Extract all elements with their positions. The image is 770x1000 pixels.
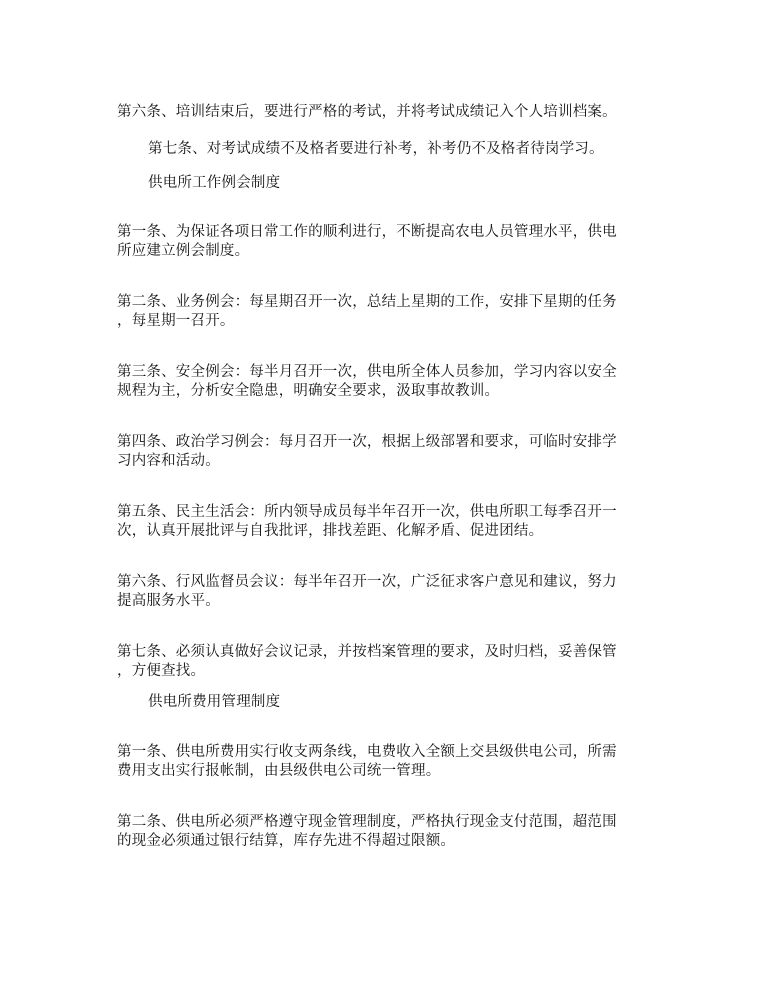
meeting-article-6-line-2: 提高服务水平。 [117,593,220,609]
meeting-article-2-line-1: 第二条、业务例会：每星期召开一次，总结上星期的工作，安排下星期的任务 [117,294,617,310]
meeting-article-4-line-2: 习内容和活动。 [117,453,220,469]
meeting-article-6-line-1: 第六条、行风监督员会议：每半年召开一次，广泛征求客户意见和建议，努力 [117,574,617,590]
expense-article-1-line-1: 第一条、供电所费用实行收支两条线，电费收入全额上交县级供电公司，所需 [117,744,617,760]
meeting-article-5-line-2: 次，认真开展批评与自我批评，排找差距、化解矛盾、促进团结。 [117,523,544,539]
meeting-article-3-line-1: 第三条、安全例会：每半月召开一次，供电所全体人员参加，学习内容以安全 [117,364,617,380]
meeting-article-7-line-1: 第七条、必须认真做好会议记录，并按档案管理的要求，及时归档，妥善保管 [117,644,617,660]
meeting-article-4-line-1: 第四条、政治学习例会：每月召开一次，根据上级部署和要求，可临时安排学 [117,434,617,450]
article-6-training-exam: 第六条、培训结束后，要进行严格的考试，并将考试成绩记入个人培训档案。 [117,104,617,120]
section-title-work-meeting: 供电所工作例会制度 [148,175,281,191]
meeting-article-1-line-1: 第一条、为保证各项日常工作的顺利进行，不断提高农电人员管理水平，供电 [117,224,617,240]
meeting-article-2-line-2: ，每星期一召开。 [117,313,235,329]
meeting-article-5-line-1: 第五条、民主生活会：所内领导成员每半年召开一次，供电所职工每季召开一 [117,504,617,520]
expense-article-2-line-1: 第二条、供电所必须严格遵守现金管理制度，严格执行现金支付范围，超范围 [117,814,617,830]
expense-article-2-line-2: 的现金必须通过银行结算，库存先进不得超过限额。 [117,833,456,849]
expense-article-1-line-2: 费用支出实行报帐制，由县级供电公司统一管理。 [117,763,441,779]
meeting-article-1-line-2: 所应建立例会制度。 [117,243,250,259]
meeting-article-7-line-2: ，方便查找。 [117,663,206,679]
article-7-makeup-exam: 第七条、对考试成绩不及格者要进行补考，补考仍不及格者待岗学习。 [148,141,604,157]
meeting-article-3-line-2: 规程为主，分析安全隐患，明确安全要求，汲取事故教训。 [117,383,500,399]
section-title-expense-management: 供电所费用管理制度 [148,694,281,710]
